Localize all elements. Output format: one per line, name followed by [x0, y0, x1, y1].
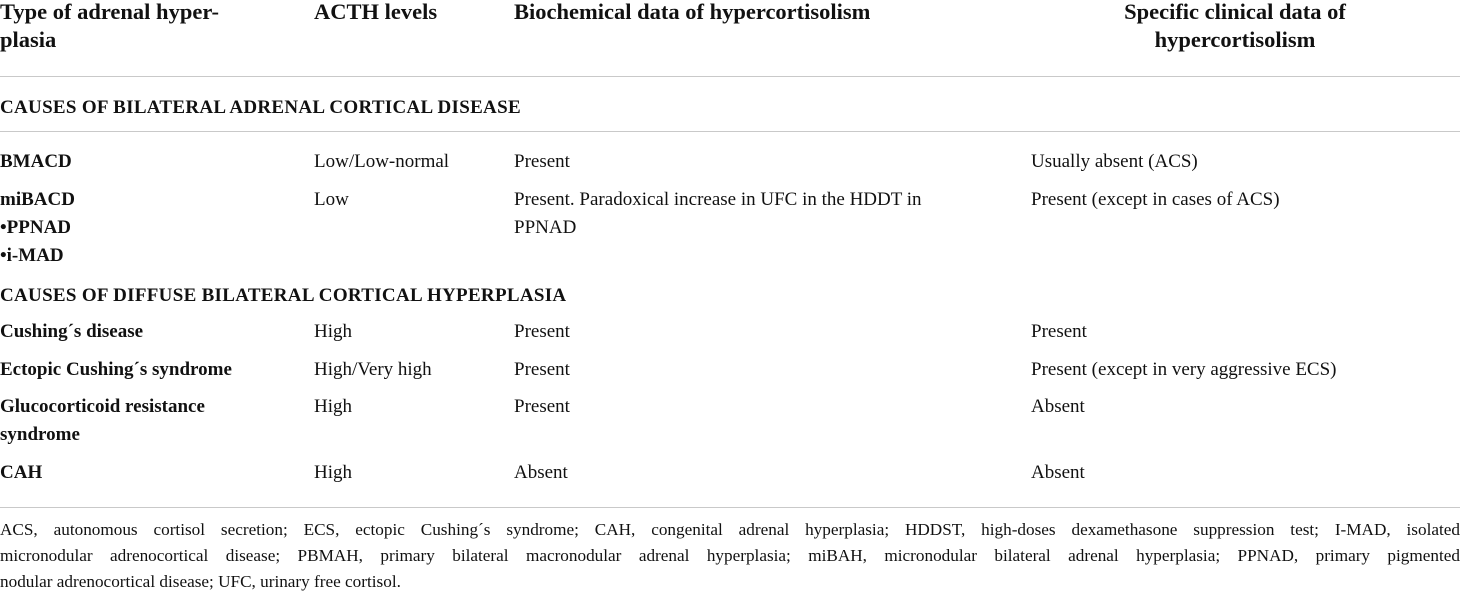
header-type-of-adrenal-hyperplasia: [0, 0, 219, 54]
row-clinical: Present (except in cases of ACS): [1031, 189, 1280, 210]
row-clinical: Present: [1031, 321, 1087, 342]
header-acth-levels: ACTH levels: [314, 0, 438, 24]
header-line: Specific clinical data of: [1124, 0, 1346, 24]
header-specific-clinical-data: [1010, 0, 1460, 54]
row-acth: High: [314, 462, 352, 483]
row-acth: High/Very high: [314, 359, 432, 380]
section-title-diffuse-bilateral-cortical-hyperplasia: CAUSES OF DIFFUSE BILATERAL CORTICAL HYPERPLASIA: [0, 285, 567, 306]
row-biochemical: Present: [514, 151, 570, 172]
header-line: plasia: [0, 27, 57, 52]
row-type: CAH: [0, 462, 43, 483]
row-type-line: •PPNAD: [0, 217, 72, 238]
row-type-line: miBACD: [0, 189, 75, 210]
footnote-line: ACS, autonomous cortisol secretion; ECS, ectopic Cushing´s syndrome; CAH, congenital adrenal hyperplasia; HDDST, high-doses dexamethasone suppression test; I-MAD, isolated: [0, 520, 1460, 539]
row-type: Cushing´s disease: [0, 321, 144, 342]
row-clinical: Present (except in very aggressive ECS): [1031, 359, 1337, 380]
row-type-line: Glucocorticoid resistance: [0, 396, 205, 417]
footnote-line: nodular adrenocortical disease; UFC, urinary free cortisol.: [0, 572, 401, 591]
row-biochemical: Present: [514, 321, 570, 342]
row-biochemical: Absent: [514, 462, 568, 483]
row-acth: High: [314, 396, 352, 417]
row-biochemical: Present: [514, 396, 570, 417]
header-line: hypercortisolism: [1154, 27, 1316, 52]
row-acth: High: [314, 321, 352, 342]
row-type: [0, 393, 205, 449]
row-biochemical-line: PPNAD: [514, 217, 577, 238]
row-clinical: Absent: [1031, 462, 1085, 483]
row-type: [0, 186, 75, 270]
table-footnote: [0, 517, 1460, 595]
header-biochemical-data: Biochemical data of hypercortisolism: [514, 0, 871, 24]
row-type-line: •i-MAD: [0, 245, 64, 266]
table-bottom-divider: [0, 507, 1460, 508]
row-type: Ectopic Cushing´s syndrome: [0, 359, 232, 380]
row-biochemical-line: Present. Paradoxical increase in UFC in the HDDT in: [514, 189, 922, 210]
section-divider: [0, 131, 1460, 132]
row-biochemical: Present: [514, 359, 570, 380]
footnote-line: micronodular adrenocortical disease; PBMAH, primary bilateral macronodular adrenal hyperplasia; miBAH, micronodular bilateral adrenal hyperplasia; PPNAD, primary pigmented: [0, 546, 1460, 565]
row-biochemical: [514, 186, 922, 242]
header-line: Type of adrenal hyper-: [0, 0, 219, 24]
row-clinical: Usually absent (ACS): [1031, 151, 1198, 172]
row-type-line: syndrome: [0, 424, 80, 445]
row-acth: Low: [314, 189, 349, 210]
row-acth: Low/Low-normal: [314, 151, 450, 172]
header-divider: [0, 76, 1460, 77]
section-title-bilateral-adrenal-cortical-disease: CAUSES OF BILATERAL ADRENAL CORTICAL DISEASE: [0, 97, 521, 118]
row-clinical: Absent: [1031, 396, 1085, 417]
row-type: BMACD: [0, 151, 72, 172]
